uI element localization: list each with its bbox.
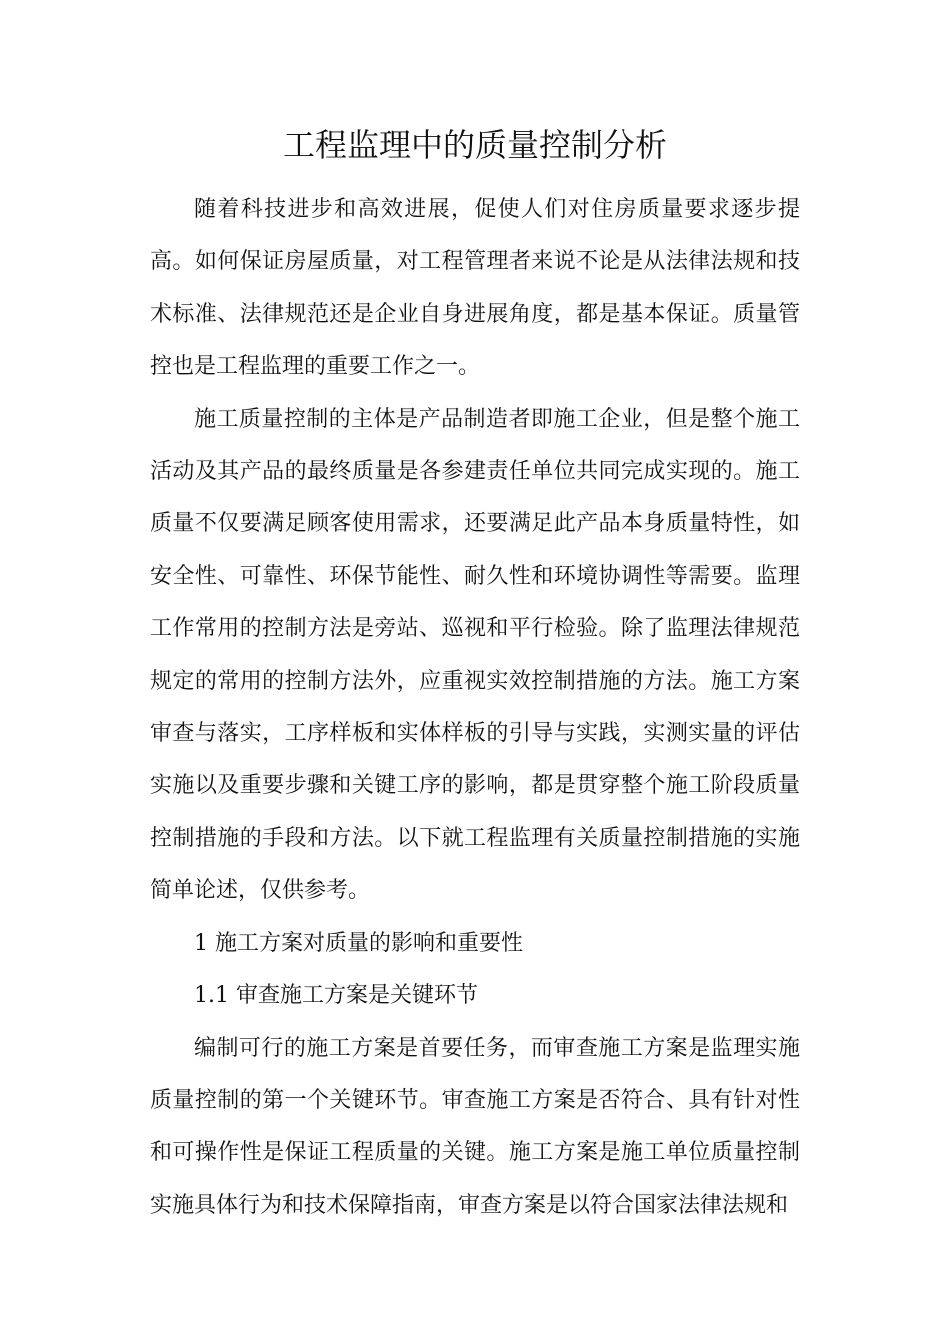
section-heading-1: 1 施工方案对质量的影响和重要性 <box>194 930 523 956</box>
paragraph-plan-review: 编制可行的施工方案是首要任务，而审查施工方案是监理实施质量控制的第一个关键环节。审查施工方案是否符合、具有针对性和可操作性是保证工程质量的关键。施工方案是施工单位质量控制实施具体行为和技术保障指南，审查方案是以符合国家法律法规和 <box>150 1035 800 1218</box>
document-body <box>150 184 800 1232</box>
document-title: 工程监理中的质量控制分析 <box>282 126 667 164</box>
paragraph-quality-control: 施工质量控制的主体是产品制造者即施工企业，但是整个施工活动及其产品的最终质量是各参建责任单位共同完成实现的。施工质量不仅要满足顾客使用需求，还要满足此产品本身质量特性，如安全性、可靠性、环保节能性、耐久性和环境协调性等需要。监理工作常用的控制方法是旁站、巡视和平行检验。除了监理法律规范规定的常用的控制方法外，应重视实效控制措施的方法。施工方案审查与落实，工序样板和实体样板的引导与实践，实测实量的评估实施以及重要步骤和关键工序的影响，都是贯穿整个施工阶段质量控制措施的手段和方法。以下就工程监理有关质量控制措施的实施简单论述，仅供参考。 <box>150 406 800 904</box>
section-heading-1-1: 1.1 审查施工方案是关键环节 <box>194 983 478 1009</box>
paragraph-intro: 随着科技进步和高效进展，促使人们对住房质量要求逐步提高。如何保证房屋质量，对工程管理者来说不论是从法律法规和技术标准、法律规范还是企业自身进展角度，都是基本保证。质量管控也是工程监理的重要工作之一。 <box>150 197 800 380</box>
